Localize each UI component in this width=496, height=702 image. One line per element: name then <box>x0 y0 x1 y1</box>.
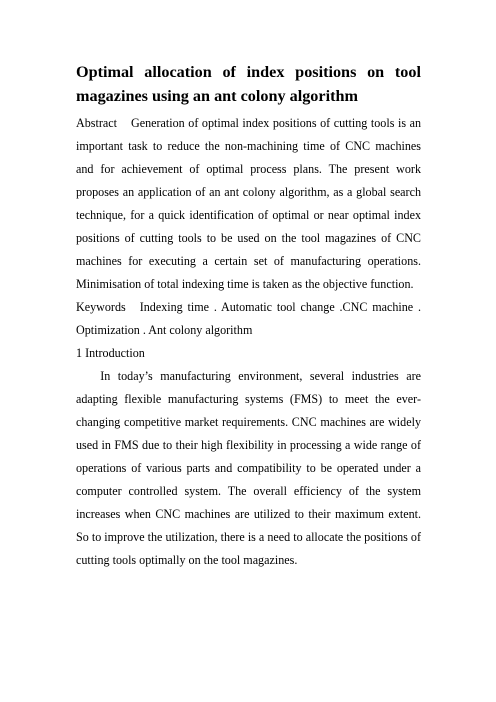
document-title: Optimal allocation of index positions on tool magazines using an ant colony algorithm <box>76 63 421 105</box>
intro-paragraph: In today’s manufacturing environment, several industries are adapting flexible manufacturing systems (FMS) to meet the ever-changing competitive market requirements. CNC machines are widely used in FMS due to their high flexibility in processing a wide range of operations of various parts and compatibility to be operated under a computer controlled system. The overall efficiency of the system increases when CNC machines are utilized to their maximum extent. So to improve the utilization, there is a need to allocate the positions of cutting tools optimally on the tool magazines. <box>76 369 421 567</box>
abstract-paragraph <box>76 112 421 296</box>
document-page <box>76 60 421 572</box>
keywords-paragraph <box>76 296 421 342</box>
keywords-label: Keywords <box>76 300 126 314</box>
keywords-text: Indexing time . Automatic tool change .CNC machine . Optimization . Ant colony algorithm <box>76 300 421 337</box>
abstract-label: Abstract <box>76 116 117 130</box>
section-heading: 1 Introduction <box>76 346 145 360</box>
abstract-text: Generation of optimal index positions of cutting tools is an important task to reduce the non-machining time of CNC machines and for achievement of optimal process plans. The present work proposes an application of an ant colony algorithm, as a global search technique, for a quick identification of optimal or near optimal index positions of cutting tools to be used on the tool magazines of CNC machines for executing a certain set of manufacturing operations. Minimisation of total indexing time is taken as the objective function. <box>76 116 421 291</box>
